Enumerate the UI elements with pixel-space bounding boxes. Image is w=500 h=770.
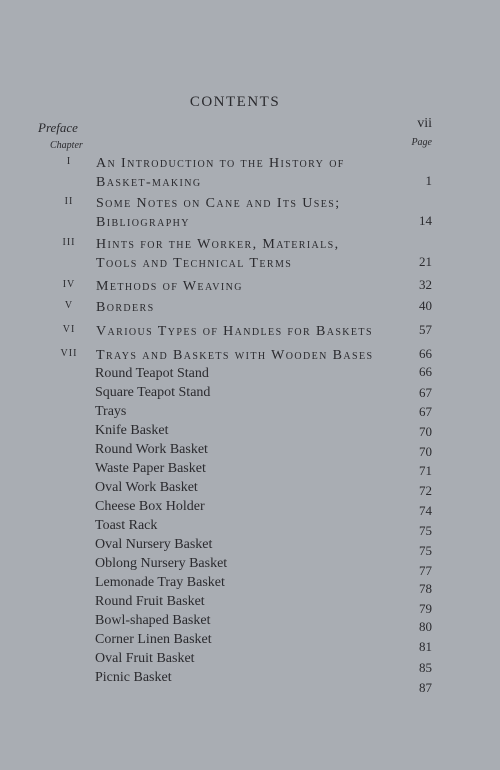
chapter-title-line1: An Introduction to the History of [96, 156, 345, 171]
subentry-label: Round Fruit Basket [95, 594, 205, 609]
subentry-label: Square Teapot Stand [95, 385, 211, 400]
subentry-page: 70 [419, 444, 432, 459]
chapter-page-number: 21 [419, 254, 432, 269]
subentry-label: Oblong Nursery Basket [95, 556, 228, 571]
chapter-title-line1: Some Notes on Cane and Its Uses; [96, 196, 341, 211]
chapter-title-line2: Tools and Technical Terms [96, 256, 293, 271]
subentry-label: Picnic Basket [95, 670, 172, 685]
subentry-page: 79 [419, 601, 432, 616]
subentry-page: 67 [419, 385, 432, 400]
subentry-page: 72 [419, 483, 432, 498]
subentry-page: 66 [419, 364, 432, 379]
chapter-page-number: 32 [419, 277, 432, 292]
chapter-number: V [64, 300, 74, 311]
subentry-page: 67 [419, 404, 432, 419]
subentry-label: Cheese Box Holder [95, 499, 205, 514]
chapter-page-number: 1 [425, 173, 432, 188]
subentry-page: 75 [419, 543, 432, 558]
subentry-page: 81 [419, 639, 432, 654]
chapter-number: VI [62, 324, 76, 335]
chapter-number: I [66, 156, 72, 167]
subentry-page: 77 [419, 563, 432, 578]
subentry-page: 78 [419, 581, 432, 596]
subentry-page: 74 [419, 503, 432, 518]
subentry-label: Trays [95, 404, 127, 419]
chapter-number: III [62, 237, 76, 248]
chapter-title-line2: Bibliography [96, 215, 190, 230]
chapter-title: Trays and Baskets with Wooden Bases [96, 348, 374, 363]
subentry-label: Corner Linen Basket [95, 632, 212, 647]
subentry-label: Bowl-shaped Basket [95, 613, 211, 628]
subentry-label: Round Work Basket [95, 442, 208, 457]
subentry-page: 71 [419, 463, 432, 478]
chapter-page-number: 40 [419, 298, 432, 313]
subentry-page: 70 [419, 424, 432, 439]
chapter-number: II [64, 196, 74, 207]
chapter-title-line2: Basket-making [96, 175, 202, 190]
subentry-label: Lemonade Tray Basket [95, 575, 225, 590]
preface-page-number: vii [417, 116, 432, 131]
subentry-label: Oval Nursery Basket [95, 537, 213, 552]
chapter-page-number: 14 [419, 213, 432, 228]
page-title: CONTENTS [189, 94, 281, 110]
subentry-page: 85 [419, 660, 432, 675]
subentry-label: Knife Basket [95, 423, 169, 438]
chapter-page-number: 66 [419, 346, 432, 361]
chapter-number: VII [60, 348, 78, 359]
chapter-number: IV [62, 279, 76, 290]
preface-label: Preface [38, 120, 78, 135]
chapter-title-line1: Hints for the Worker, Materials, [96, 237, 340, 252]
subentry-page: 75 [419, 523, 432, 538]
subentry-page: 87 [419, 680, 432, 695]
chapter-page-number: 57 [419, 322, 432, 337]
chapter-column-label: Chapter [50, 140, 83, 151]
subentry-label: Round Teapot Stand [95, 366, 209, 381]
subentry-label: Oval Fruit Basket [95, 651, 195, 666]
chapter-title: Borders [96, 300, 155, 315]
chapter-title: Methods of Weaving [96, 279, 243, 294]
subentry-label: Oval Work Basket [95, 480, 198, 495]
subentry-label: Waste Paper Basket [95, 461, 206, 476]
page-column-label: Page [411, 137, 432, 148]
subentry-page: 80 [419, 619, 432, 634]
subentry-label: Toast Rack [95, 518, 158, 533]
chapter-title: Various Types of Handles for Baskets [96, 324, 373, 339]
